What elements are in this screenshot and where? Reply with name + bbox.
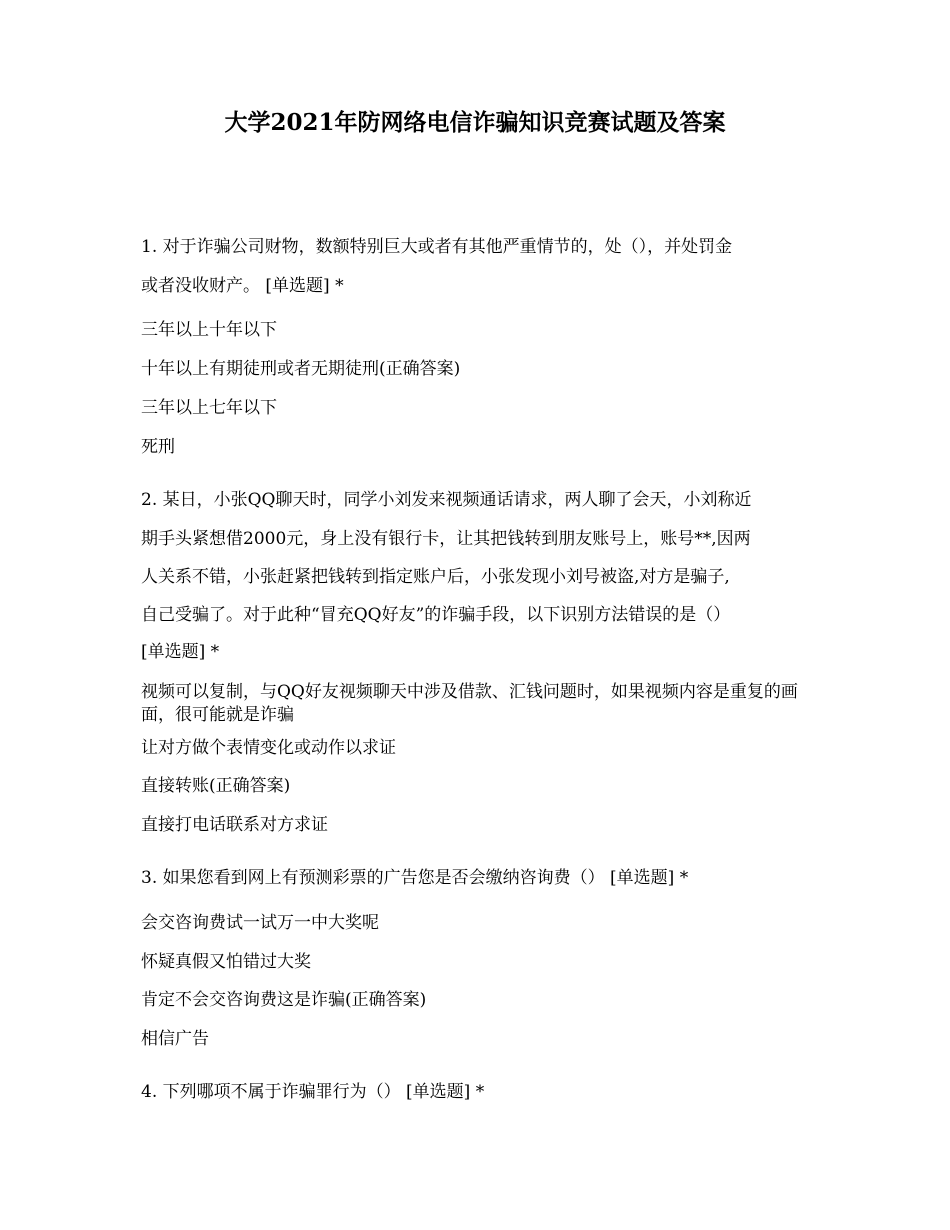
question-2-stem-line-3: 人关系不错，小张赶紧把钱转到指定账户后，小张发现小刘号被盗,对方是骗子,: [141, 567, 730, 587]
question-2-option-a: 视频可以复制，与QQ好友视频聊天中涉及借款、汇钱问题时，如果视频内容是重复的画面，很可能就是诈骗: [141, 682, 798, 725]
question-2-option-b: 让对方做个表情变化或动作以求证: [141, 738, 396, 758]
question-2-option-d: 直接打电话联系对方求证: [141, 815, 328, 835]
question-3-stem-line-1: 3. 如果您看到网上有预测彩票的广告您是否会缴纳咨询费（） [单选题] *: [141, 868, 689, 888]
question-2-stem-line-5: [单选题] *: [141, 642, 220, 662]
question-3-option-c: 肯定不会交咨询费这是诈骗(正确答案): [141, 990, 427, 1010]
question-3-option-a: 会交咨询费试一试万一中大奖呢: [141, 913, 379, 933]
question-1-stem-line-2: 或者没收财产。 [单选题] *: [141, 276, 344, 296]
question-3-option-d: 相信广告: [141, 1029, 209, 1049]
question-1-stem-line-1: 1. 对于诈骗公司财物，数额特别巨大或者有其他严重情节的，处（），并处罚金: [141, 237, 733, 257]
question-1-option-a: 三年以上十年以下: [141, 320, 277, 340]
question-2-stem-line-4: 自己受骗了。对于此种“冒充QQ好友”的诈骗手段，以下识别方法错误的是（）: [141, 605, 731, 625]
question-1-option-b: 十年以上有期徒刑或者无期徒刑(正确答案): [141, 359, 461, 379]
question-3-option-b: 怀疑真假又怕错过大奖: [141, 952, 311, 972]
question-1-option-c: 三年以上七年以下: [141, 398, 277, 418]
question-2-option-c: 直接转账(正确答案): [141, 776, 291, 796]
document-title: 大学2021年防网络电信诈骗知识竞赛试题及答案: [224, 109, 726, 136]
question-2-stem-line-1: 2. 某日，小张QQ聊天时，同学小刘发来视频通话请求，两人聊了会天，小刘称近: [141, 490, 752, 510]
question-4-stem-line-1: 4. 下列哪项不属于诈骗罪行为（） [单选题] *: [141, 1082, 485, 1102]
question-2-stem-line-2: 期手头紧想借2000元，身上没有银行卡，让其把钱转到朋友账号上，账号**,因两: [141, 529, 751, 549]
question-1-option-d: 死刑: [141, 437, 175, 457]
